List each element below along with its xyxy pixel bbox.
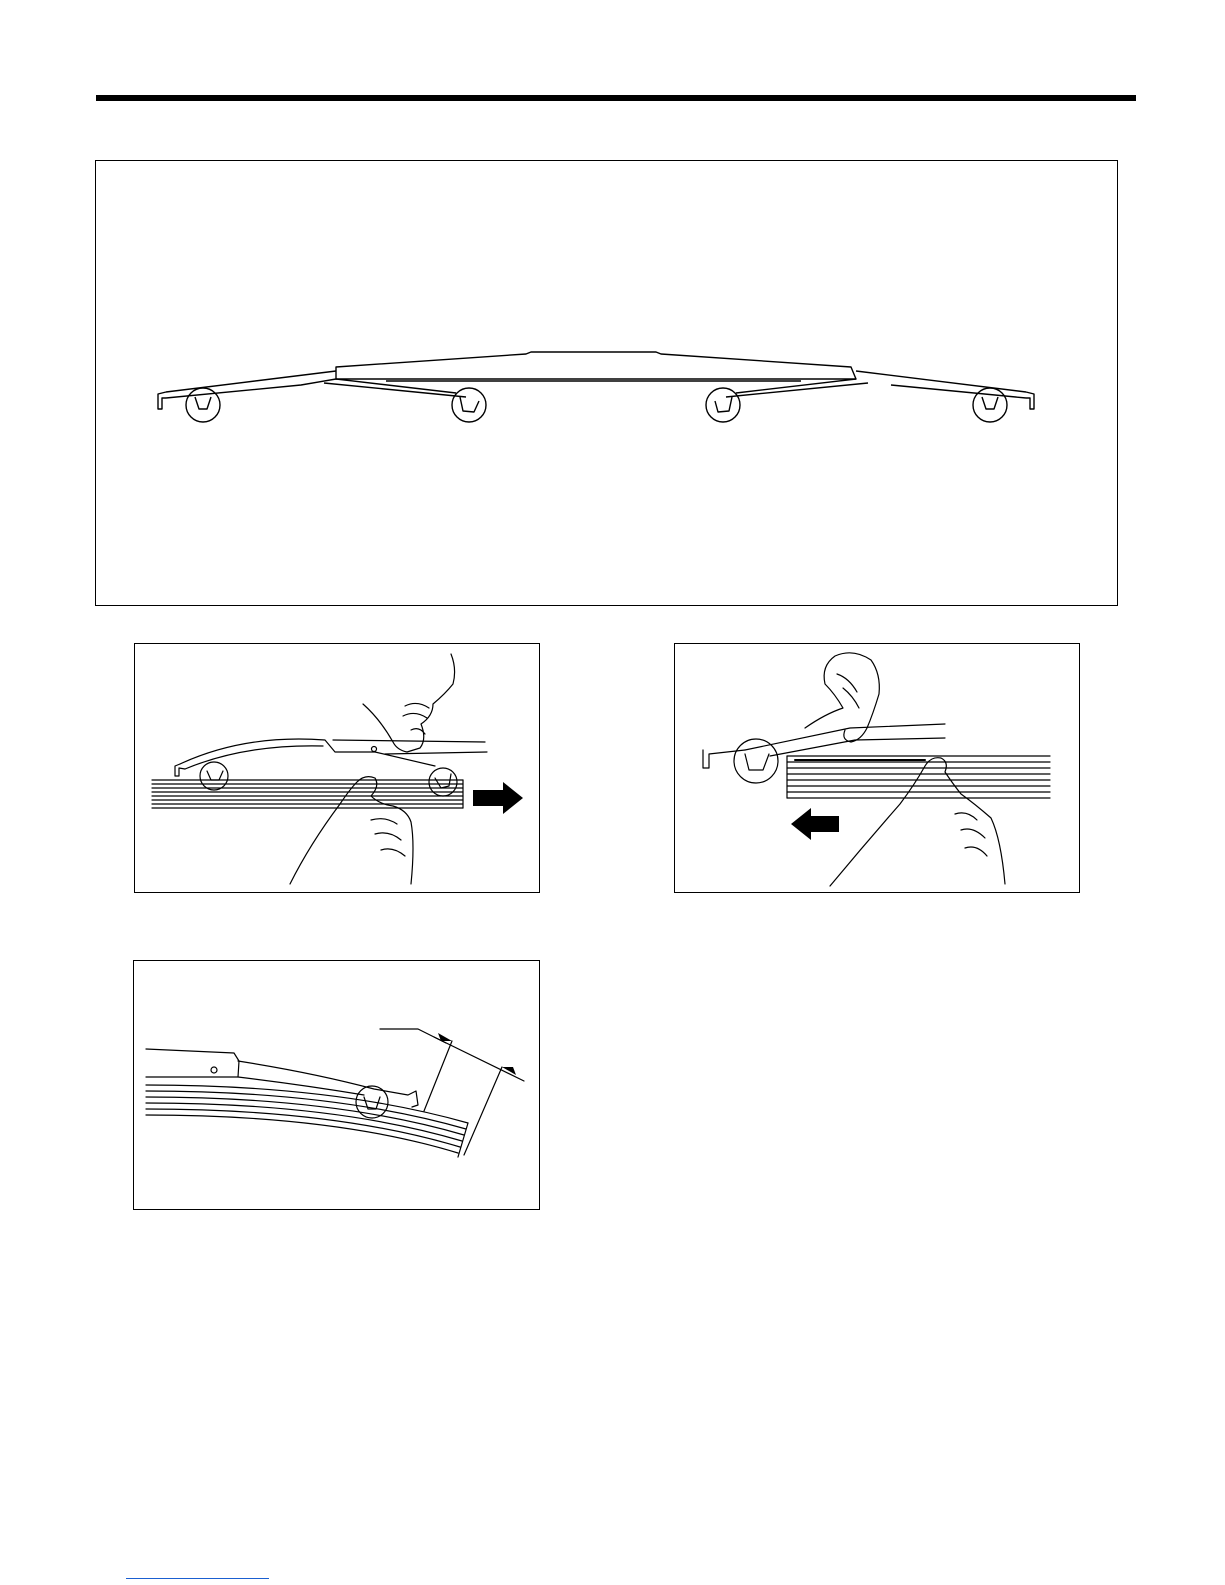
blade-frame — [745, 724, 945, 756]
left-arm — [166, 371, 466, 398]
right-end-hook — [1026, 392, 1034, 409]
arrow-left-icon — [791, 808, 839, 840]
claw-circle-4 — [973, 388, 1007, 422]
arrow-right-icon — [473, 782, 523, 814]
rubber-strip — [152, 780, 463, 808]
end-hook — [703, 750, 745, 768]
claw-circle-1 — [186, 388, 220, 422]
main-frame — [336, 352, 856, 379]
left-end-hook — [158, 392, 166, 409]
dimension-line — [434, 1037, 524, 1081]
figure-claw-engagement — [133, 960, 540, 1210]
extension-line-2 — [464, 1067, 502, 1155]
upper-hand — [805, 653, 879, 742]
claw-circle — [734, 739, 778, 783]
claw-engagement-drawing — [134, 961, 541, 1211]
blade-overview-drawing — [96, 161, 1119, 607]
slide-out-drawing — [135, 644, 541, 894]
leader-line — [380, 1029, 446, 1043]
figure-blade-overview — [95, 160, 1118, 606]
figure-slide-out-rubber — [134, 643, 540, 893]
extension-line-1 — [424, 1041, 452, 1111]
right-arm — [726, 371, 1026, 398]
insert-drawing — [675, 644, 1081, 894]
footer-rule — [126, 1578, 269, 1579]
claw-circle-3 — [706, 388, 740, 422]
lower-hand — [830, 758, 1005, 886]
figure-insert-rubber — [674, 643, 1080, 893]
upper-hand — [363, 654, 455, 752]
claw-circle-2 — [452, 388, 486, 422]
lower-hand — [290, 777, 413, 884]
rubber-strip — [146, 1085, 468, 1157]
blade-frame — [146, 1049, 239, 1077]
header-rule — [96, 95, 1136, 101]
